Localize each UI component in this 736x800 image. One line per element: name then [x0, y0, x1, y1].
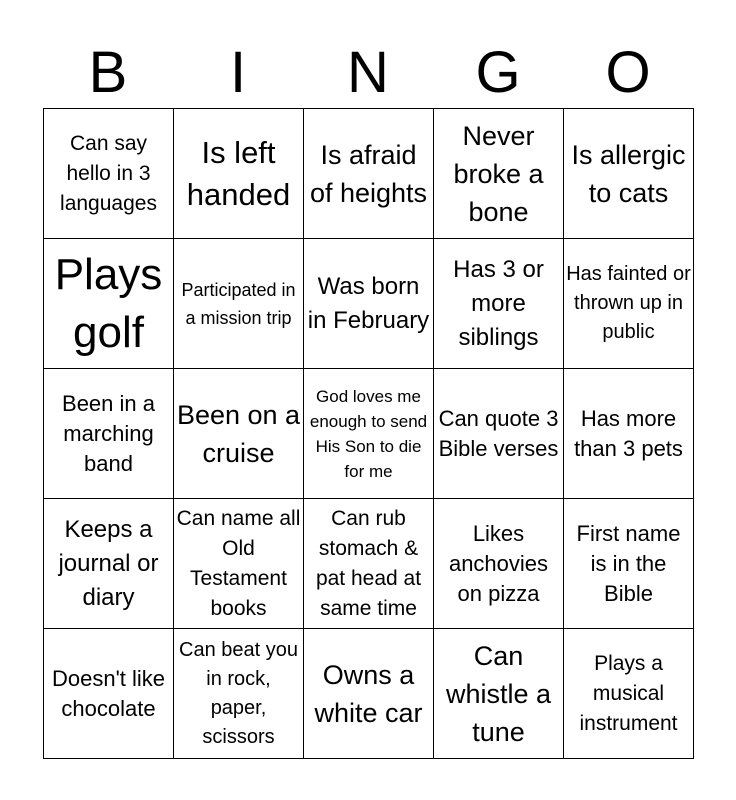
bingo-board [43, 108, 694, 759]
cell-text: Likes anchovies on pizza [448, 520, 549, 606]
bingo-cell[interactable] [174, 239, 304, 369]
header-letter-g: G [475, 40, 521, 105]
bingo-cell[interactable] [44, 369, 174, 499]
bingo-cell[interactable] [434, 239, 564, 369]
header-letter-o: O [605, 40, 651, 105]
bingo-cell[interactable] [304, 629, 434, 759]
cell-text: Plays golf [54, 249, 163, 357]
cell-text: Can say hello in 3 languages [60, 131, 157, 215]
cell-text: Has more than 3 pets [574, 405, 683, 461]
bingo-cell[interactable] [434, 499, 564, 629]
bingo-cell[interactable] [434, 109, 564, 239]
bingo-cell[interactable] [174, 499, 304, 629]
bingo-cell[interactable] [564, 499, 694, 629]
cell-text: God loves me enough to send His Son to die for me [309, 386, 428, 481]
bingo-cell[interactable] [434, 369, 564, 499]
bingo-header [43, 40, 693, 106]
cell-text: Keeps a journal or diary [58, 515, 159, 611]
cell-text: Was born in February [307, 272, 430, 334]
cell-text: Never broke a bone [453, 120, 544, 227]
cell-text: Is afraid of heights [309, 139, 428, 208]
cell-text: Can whistle a tune [445, 640, 552, 747]
bingo-cell[interactable] [434, 629, 564, 759]
header-letter-i: I [229, 40, 247, 105]
bingo-cell[interactable] [304, 369, 434, 499]
bingo-cell[interactable] [174, 629, 304, 759]
cell-text: Participated in a mission trip [181, 279, 296, 328]
bingo-cell[interactable] [564, 629, 694, 759]
cell-text: Is allergic to cats [571, 139, 686, 208]
bingo-cell[interactable] [174, 109, 304, 239]
cell-text: Is left handed [186, 134, 291, 212]
bingo-cell[interactable] [44, 499, 174, 629]
bingo-cell[interactable] [44, 109, 174, 239]
cell-text: Has 3 or more siblings [453, 255, 544, 351]
cell-text: Doesn't like chocolate [51, 665, 166, 721]
bingo-cell[interactable] [564, 369, 694, 499]
bingo-cell[interactable] [564, 239, 694, 369]
bingo-cell[interactable] [564, 109, 694, 239]
cell-text: Can rub stomach & pat head at same time [315, 506, 422, 620]
cell-text: First name is in the Bible [576, 520, 681, 606]
cell-text: Can quote 3 Bible verses [438, 405, 559, 461]
bingo-cell[interactable] [304, 109, 434, 239]
bingo-cell[interactable] [44, 239, 174, 369]
cell-text: Been in a marching band [62, 390, 155, 476]
cell-text: Owns a white car [314, 659, 423, 728]
header-letter-b: B [88, 40, 128, 105]
cell-text: Can beat you in rock, paper, scissors [179, 638, 298, 748]
bingo-cell[interactable] [304, 239, 434, 369]
header-letter-n: N [347, 40, 389, 105]
cell-text: Can name all Old Testament books [176, 506, 301, 620]
cell-text: Has fainted or thrown up in public [566, 263, 691, 343]
cell-text: Been on a cruise [176, 399, 301, 468]
bingo-cell[interactable] [174, 369, 304, 499]
bingo-cell[interactable] [304, 499, 434, 629]
bingo-cell[interactable] [44, 629, 174, 759]
cell-text: Plays a musical instrument [579, 651, 678, 735]
